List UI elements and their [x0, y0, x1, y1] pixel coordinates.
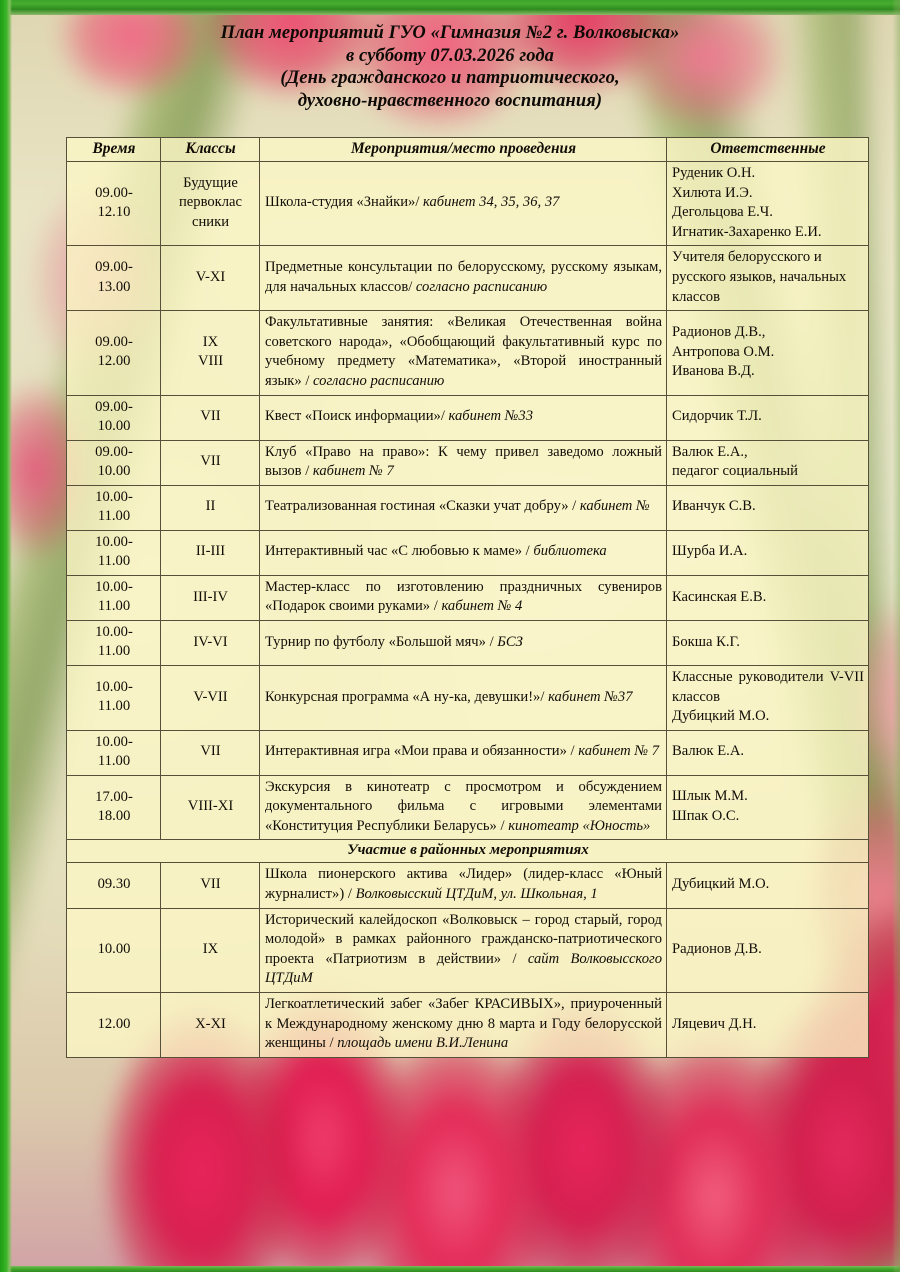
cell-classes: X-XI	[161, 993, 260, 1058]
column-header-classes: Классы	[161, 138, 260, 162]
event-venue: кабинет № 7	[312, 463, 394, 480]
event-venue: БСЗ	[497, 633, 523, 650]
table-row	[67, 730, 869, 775]
cell-time: 10.00- 11.00	[67, 575, 161, 620]
cell-time: 10.00- 11.00	[67, 730, 161, 775]
frame-border-bottom	[0, 1266, 900, 1272]
event-venue: кабинет №33	[448, 408, 534, 425]
cell-time: 10.00- 11.00	[67, 620, 161, 665]
cell-responsible: Сидорчик Т.Л.	[667, 395, 869, 440]
cell-event: Театрализованная гостиная «Сказки учат добру» / кабинет №	[260, 485, 667, 530]
cell-event: Факультативные занятия: «Великая Отечественная война советского народа», «Обобщающий факультативный курс по учебному предмету «Математика», «Второй иностранный язык» / согласно расписанию	[260, 311, 667, 395]
cell-time: 12.00	[67, 993, 161, 1058]
cell-time: 09.00- 10.00	[67, 395, 161, 440]
cell-responsible: Радионов Д.В.	[667, 908, 869, 992]
cell-responsible: Шурба И.А.	[667, 530, 869, 575]
cell-time: 09.00- 10.00	[67, 440, 161, 485]
events-plan-table	[66, 137, 869, 1058]
table-head	[67, 138, 869, 162]
cell-event: Легкоатлетический забег «Забег КРАСИВЫХ», приуроченный к Международному женскому дню 8 марта и Году белорусской женщины / площадь имени В.И.Ленина	[260, 993, 667, 1058]
event-venue: кабинет № 4	[441, 598, 523, 615]
frame-border-left	[0, 0, 12, 1272]
cell-event: Школа пионерского актива «Лидер» (лидер-класс «Юный журналист») / Волковысский ЦТДиМ, ул. Школьная, 1	[260, 863, 667, 908]
title-line-4: духовно-нравственного воспитания)	[297, 90, 603, 111]
cell-event: Квест «Поиск информации»/ кабинет №33	[260, 395, 667, 440]
table-row	[67, 530, 869, 575]
cell-responsible: Руденик О.Н. Хилюта И.Э. Дегольцова Е.Ч. Игнатик-Захаренко Е.И.	[667, 162, 869, 246]
cell-classes: V-VII	[161, 665, 260, 730]
cell-event: Мастер-класс по изготовлению праздничных сувениров «Подарок своими руками» / кабинет № 4	[260, 575, 667, 620]
cell-time: 10.00- 11.00	[67, 530, 161, 575]
cell-responsible: Ляцевич Д.Н.	[667, 993, 869, 1058]
event-venue: кинотеатр «Юность»	[508, 817, 651, 834]
cell-classes: IX	[161, 908, 260, 992]
table-row	[67, 665, 869, 730]
event-venue: кабинет № 7	[578, 743, 660, 760]
event-venue: кабинет №37	[548, 688, 633, 705]
cell-responsible: Касинская Е.В.	[667, 575, 869, 620]
cell-responsible: Учителя белорусского и русского языков, начальных классов	[667, 246, 869, 311]
cell-classes: V-XI	[161, 246, 260, 311]
cell-responsible: Классные руководители V-VII классов Дубицкий М.О.	[667, 665, 869, 730]
cell-event: Интерактивный час «С любовью к маме» / библиотека	[260, 530, 667, 575]
table-row	[67, 162, 869, 246]
event-venue: кабинет 34, 35, 36, 37	[423, 194, 560, 211]
cell-event: Предметные консультации по белорусскому, русскому языкам, для начальных классов/ согласно расписанию	[260, 246, 667, 311]
table-row	[67, 395, 869, 440]
event-venue: согласно расписанию	[313, 372, 445, 389]
cell-event: Конкурсная программа «А ну-ка, девушки!»/ кабинет №37	[260, 665, 667, 730]
cell-responsible: Иванчук С.В.	[667, 485, 869, 530]
cell-event: Школа-студия «Знайки»/ кабинет 34, 35, 36, 37	[260, 162, 667, 246]
section-divider-label: Участие в районных мероприятиях	[67, 840, 869, 863]
event-venue: кабинет №	[579, 498, 650, 515]
table-row	[67, 485, 869, 530]
cell-classes: II	[161, 485, 260, 530]
cell-classes: II-III	[161, 530, 260, 575]
table-row	[67, 575, 869, 620]
frame-border-right	[892, 0, 900, 1272]
table-body	[67, 162, 869, 1058]
cell-event: Клуб «Право на право»: К чему привел заведомо ложный вызов / кабинет № 7	[260, 440, 667, 485]
document-title	[0, 22, 900, 112]
cell-time: 09.30	[67, 863, 161, 908]
cell-time: 17.00- 18.00	[67, 775, 161, 840]
cell-responsible: Бокша К.Г.	[667, 620, 869, 665]
table-row	[67, 440, 869, 485]
table-row	[67, 908, 869, 992]
cell-classes: VIII-XI	[161, 775, 260, 840]
cell-time: 09.00- 12.10	[67, 162, 161, 246]
cell-classes: Будущие первоклас сники	[161, 162, 260, 246]
cell-event: Турнир по футболу «Большой мяч» / БСЗ	[260, 620, 667, 665]
title-line-3: (День гражданского и патриотического,	[280, 68, 620, 88]
cell-time: 10.00	[67, 908, 161, 992]
header-row	[67, 138, 869, 162]
cell-classes: III-IV	[161, 575, 260, 620]
cell-event: Интерактивная игра «Мои права и обязанности» / кабинет № 7	[260, 730, 667, 775]
table-row	[67, 863, 869, 908]
column-header-event: Мероприятия/место проведения	[260, 138, 667, 162]
event-venue: площадь имени В.И.Ленина	[337, 1035, 509, 1052]
cell-event: Экскурсия в кинотеатр с просмотром и обсуждением документального фильма с игровыми элементами «Конституция Республики Беларусь» / кинотеатр «Юность»	[260, 775, 667, 840]
event-venue: согласно расписанию	[415, 278, 548, 295]
cell-responsible: Дубицкий М.О.	[667, 863, 869, 908]
column-header-time: Время	[67, 138, 161, 162]
cell-responsible: Радионов Д.В., Антропова О.М. Иванова В.Д.	[667, 311, 869, 395]
table-row	[67, 620, 869, 665]
table-row	[67, 993, 869, 1058]
table-row	[67, 775, 869, 840]
event-venue: библиотека	[533, 543, 607, 560]
section-divider-row	[67, 840, 869, 863]
cell-event: Исторический калейдоскоп «Волковыск – город старый, город молодой» в рамках районного гражданско-патриотического проекта «Патриотизм в действии» / сайт Волковысского ЦТДиМ	[260, 908, 667, 992]
title-line-1: План мероприятий ГУО «Гимназия №2 г. Волковыска»	[220, 23, 680, 43]
cell-time: 09.00- 12.00	[67, 311, 161, 395]
frame-border-top	[0, 0, 900, 15]
cell-classes: IV-VI	[161, 620, 260, 665]
table-row	[67, 311, 869, 395]
cell-responsible: Валюк Е.А.	[667, 730, 869, 775]
title-line-2: в субботу 07.03.2026 года	[345, 45, 555, 66]
column-header-responsible: Ответственные	[667, 138, 869, 162]
cell-classes: VII	[161, 395, 260, 440]
cell-time: 09.00- 13.00	[67, 246, 161, 311]
cell-classes: VII	[161, 863, 260, 908]
cell-classes: VII	[161, 730, 260, 775]
cell-classes: IX VIII	[161, 311, 260, 395]
event-venue: сайт Волковысского ЦТДиМ	[265, 950, 662, 987]
cell-time: 10.00- 11.00	[67, 485, 161, 530]
cell-time: 10.00- 11.00	[67, 665, 161, 730]
cell-responsible: Валюк Е.А., педагог социальный	[667, 440, 869, 485]
event-venue: Волковысский ЦТДиМ, ул. Школьная, 1	[355, 886, 598, 903]
cell-classes: VII	[161, 440, 260, 485]
cell-responsible: Шлык М.М. Шпак О.С.	[667, 775, 869, 840]
table-row	[67, 246, 869, 311]
